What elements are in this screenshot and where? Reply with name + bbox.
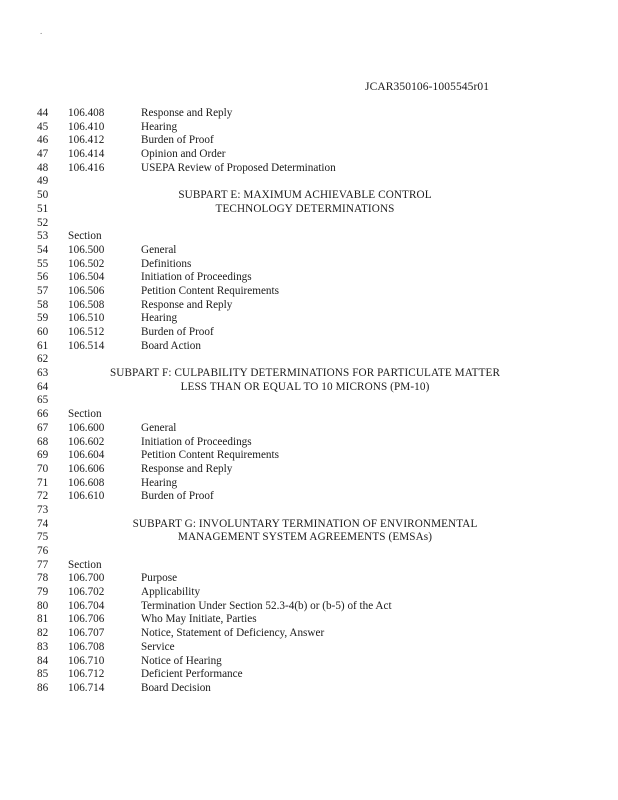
section-number: 106.514 [68, 339, 105, 352]
section-title: Response and Reply [141, 462, 233, 475]
document-line [0, 490, 618, 504]
line-number: 71 [37, 476, 49, 489]
document-line [0, 134, 618, 148]
section-number: 106.414 [68, 148, 105, 161]
line-number: 47 [37, 148, 49, 161]
section-title: Response and Reply [141, 107, 233, 119]
line-number: 67 [37, 421, 49, 434]
document-line [0, 175, 618, 189]
section-number: 106.512 [68, 326, 105, 338]
line-number: 72 [37, 490, 49, 503]
section-number: 106.710 [68, 654, 105, 667]
document-line [0, 340, 618, 354]
section-number: 106.408 [68, 107, 105, 119]
section-title: USEPA Review of Proposed Determination [141, 161, 336, 174]
section-title: Purpose [141, 572, 178, 585]
line-number: 74 [37, 517, 49, 530]
section-number: 106.604 [68, 449, 105, 462]
section-label: Section [68, 230, 102, 243]
section-title: Definitions [141, 257, 192, 270]
section-title: Initiation of Proceedings [141, 271, 252, 284]
line-number: 79 [37, 586, 49, 599]
line-number: 85 [37, 668, 49, 681]
line-number: 45 [37, 120, 49, 133]
document-line [0, 162, 618, 176]
line-number: 83 [37, 640, 49, 653]
document-line [0, 463, 618, 477]
line-number: 66 [37, 408, 49, 421]
line-number: 64 [37, 380, 49, 393]
subpart-heading: TECHNOLOGY DETERMINATIONS [215, 202, 395, 215]
subpart-heading: SUBPART E: MAXIMUM ACHIEVABLE CONTROL [178, 189, 432, 202]
section-title: Hearing [141, 476, 178, 489]
section-label: Section [68, 558, 102, 571]
document-line [0, 682, 618, 696]
line-number: 65 [37, 394, 49, 407]
section-number: 106.606 [68, 462, 105, 475]
section-number: 106.700 [68, 572, 105, 585]
document-line [0, 203, 618, 217]
line-number: 46 [37, 134, 49, 147]
document-line [0, 613, 618, 627]
line-number: 53 [37, 230, 49, 243]
line-number: 62 [37, 353, 49, 366]
section-title: Applicability [141, 586, 201, 599]
section-title: General [141, 243, 177, 256]
section-title: Hearing [141, 120, 178, 133]
line-number: 58 [37, 298, 49, 311]
section-label: Section [68, 408, 102, 421]
line-number: 81 [37, 613, 49, 626]
document-line [0, 271, 618, 285]
document-line [0, 408, 618, 422]
line-number: 55 [37, 257, 49, 270]
section-number: 106.508 [68, 298, 105, 311]
section-title: General [141, 421, 177, 434]
section-number: 106.416 [68, 161, 105, 174]
line-number: 56 [37, 271, 49, 284]
section-number: 106.504 [68, 271, 105, 284]
corner-mark: . [40, 26, 43, 36]
line-number: 54 [37, 243, 49, 256]
line-number: 69 [37, 449, 49, 462]
document-line [0, 326, 618, 340]
line-number: 44 [37, 107, 49, 119]
document-line [0, 518, 618, 532]
line-number: 60 [37, 326, 49, 338]
document-line [0, 531, 618, 545]
section-number: 106.704 [68, 599, 105, 612]
document-line [0, 586, 618, 600]
document-line [0, 668, 618, 682]
section-number: 106.600 [68, 421, 105, 434]
line-number: 63 [37, 367, 49, 380]
section-title: Notice of Hearing [141, 654, 222, 667]
document-line [0, 381, 618, 395]
section-number: 106.708 [68, 640, 105, 653]
line-number: 77 [37, 558, 49, 571]
document-line [0, 285, 618, 299]
document-line [0, 121, 618, 135]
document-line [0, 572, 618, 586]
section-title: Response and Reply [141, 298, 233, 311]
section-number: 106.712 [68, 668, 105, 681]
section-number: 106.506 [68, 284, 105, 297]
section-title: Deficient Performance [141, 668, 243, 681]
line-number: 48 [37, 161, 49, 174]
document-line [0, 217, 618, 231]
document-line [0, 258, 618, 272]
section-title: Petition Content Requirements [141, 449, 279, 462]
section-title: Who May Initiate, Parties [141, 613, 257, 626]
section-number: 106.714 [68, 681, 105, 694]
section-title: Petition Content Requirements [141, 284, 279, 297]
line-number: 50 [37, 189, 49, 202]
document-line [0, 559, 618, 573]
section-title: Service [141, 640, 175, 653]
document-line [0, 367, 618, 381]
section-number: 106.608 [68, 476, 105, 489]
line-number: 49 [37, 175, 49, 188]
section-title: Burden of Proof [141, 490, 214, 503]
document-line [0, 189, 618, 203]
subpart-heading: SUBPART G: INVOLUNTARY TERMINATION OF ENVIRONMENTAL [132, 517, 478, 530]
section-title: Initiation of Proceedings [141, 435, 252, 448]
document-line [0, 422, 618, 436]
section-title: Notice, Statement of Deficiency, Answer [141, 627, 325, 640]
document-line [0, 655, 618, 669]
line-number: 80 [37, 599, 49, 612]
line-number: 78 [37, 572, 49, 585]
document-line [0, 230, 618, 244]
section-number: 106.702 [68, 586, 105, 599]
subpart-heading: SUBPART F: CULPABILITY DETERMINATIONS FOR PARTICULATE MATTER [109, 367, 501, 380]
document-header: JCAR350106-1005545r01 [365, 81, 490, 93]
section-title: Hearing [141, 312, 178, 325]
document-line [0, 504, 618, 518]
document-line [0, 545, 618, 559]
document-line [0, 641, 618, 655]
section-number: 106.500 [68, 243, 105, 256]
document-line [0, 394, 618, 408]
section-title: Board Decision [141, 681, 211, 694]
section-number: 106.707 [68, 627, 105, 640]
section-number: 106.706 [68, 613, 105, 626]
section-title: Burden of Proof [141, 326, 214, 338]
document-line [0, 244, 618, 258]
document-line [0, 436, 618, 450]
section-title: Opinion and Order [141, 148, 226, 161]
document-line [0, 627, 618, 641]
line-number: 75 [37, 531, 49, 544]
document-line [0, 312, 618, 326]
subpart-heading: MANAGEMENT SYSTEM AGREEMENTS (EMSAs) [177, 531, 433, 544]
line-number: 61 [37, 339, 49, 352]
line-number: 76 [37, 545, 49, 557]
section-number: 106.610 [68, 490, 105, 503]
document-line [0, 477, 618, 491]
section-title: Board Action [141, 339, 201, 352]
line-number: 52 [37, 216, 49, 229]
line-number: 57 [37, 284, 49, 297]
line-number: 73 [37, 503, 49, 516]
document-line [0, 449, 618, 463]
line-list [0, 107, 618, 696]
section-title: Burden of Proof [141, 134, 214, 147]
document-line [0, 107, 618, 121]
line-number: 59 [37, 312, 49, 325]
section-number: 106.510 [68, 312, 105, 325]
section-number: 106.412 [68, 134, 105, 147]
section-number: 106.602 [68, 435, 105, 448]
document-line [0, 353, 618, 367]
line-number: 51 [37, 202, 49, 215]
line-number: 82 [37, 627, 49, 640]
section-number: 106.502 [68, 257, 105, 270]
section-number: 106.410 [68, 120, 105, 133]
line-number: 86 [37, 681, 49, 694]
line-number: 84 [37, 654, 49, 667]
document-line [0, 148, 618, 162]
document-line [0, 299, 618, 313]
document-line [0, 600, 618, 614]
line-number: 68 [37, 435, 49, 448]
line-number: 70 [37, 462, 49, 475]
subpart-heading: LESS THAN OR EQUAL TO 10 MICRONS (PM-10) [180, 380, 430, 393]
section-title: Termination Under Section 52.3-4(b) or (b-5) of the Act [141, 599, 392, 612]
